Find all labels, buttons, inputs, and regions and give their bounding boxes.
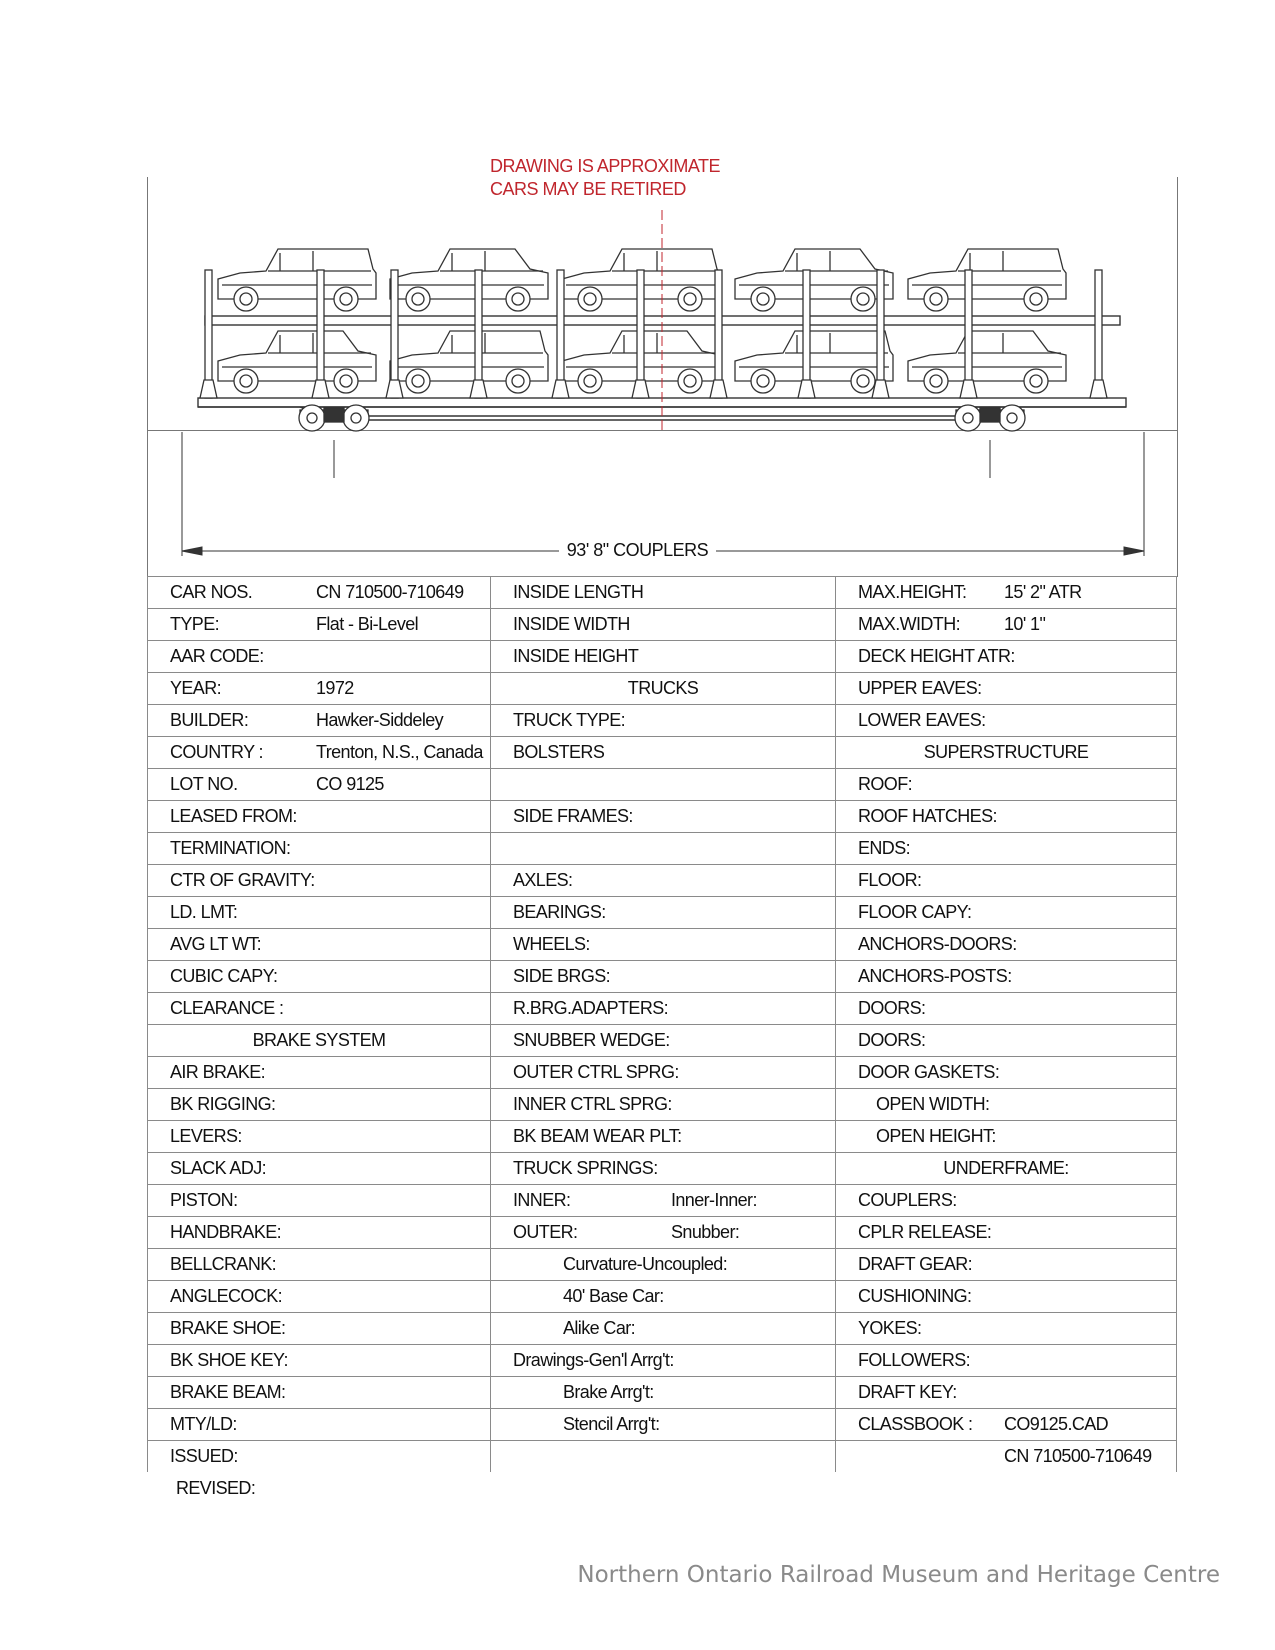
spec-label: TYPE: <box>170 614 220 634</box>
spec-label: ROOF: <box>858 774 912 794</box>
spec-cell <box>491 1057 836 1089</box>
spec-cell <box>148 1281 491 1313</box>
spec-row <box>148 609 1177 641</box>
spec-cell <box>836 673 1177 705</box>
spec-cell <box>836 961 1177 993</box>
spec-cell <box>836 1377 1177 1409</box>
spec-label: BRAKE BEAM: <box>170 1382 286 1402</box>
spec-label: TRUCK SPRINGS: <box>513 1158 658 1178</box>
spec-label: CAR NOS. <box>170 582 253 602</box>
spec-row <box>148 705 1177 737</box>
spec-label: Stencil Arrg't: <box>563 1414 660 1434</box>
spec-label: TRUCKS <box>627 678 699 698</box>
spec-cell <box>148 897 491 929</box>
spec-sublabel: Snubber: <box>671 1222 740 1242</box>
spec-value: 1972 <box>316 678 354 698</box>
spec-row <box>148 929 1177 961</box>
spec-cell <box>836 1409 1177 1441</box>
spec-value: 15' 2" ATR <box>1004 582 1082 602</box>
dimension-lines <box>182 432 1144 556</box>
spec-cell <box>491 1185 836 1217</box>
spec-cell <box>491 1249 836 1281</box>
spec-cell <box>148 1089 491 1121</box>
spec-row <box>148 1249 1177 1281</box>
spec-cell <box>148 1441 491 1473</box>
spec-label: LOWER EAVES: <box>858 710 986 730</box>
bi-level-railcar-drawing <box>0 0 1275 560</box>
spec-label: SIDE BRGS: <box>513 966 611 986</box>
spec-cell <box>836 1249 1177 1281</box>
spec-cell <box>836 897 1177 929</box>
spec-label: OPEN HEIGHT: <box>876 1126 996 1146</box>
spec-cell <box>491 1025 836 1057</box>
spec-cell <box>148 769 491 801</box>
spec-cell <box>491 929 836 961</box>
spec-label: ANGLECOCK: <box>170 1286 283 1306</box>
spec-row <box>148 1025 1177 1057</box>
spec-label: YOKES: <box>858 1318 922 1338</box>
spec-label: MTY/LD: <box>170 1414 237 1434</box>
spec-label: SLACK ADJ: <box>170 1158 267 1178</box>
spec-row <box>148 801 1177 833</box>
drawing-note-approximate: DRAWING IS APPROXIMATE <box>490 156 721 176</box>
spec-label: 40' Base Car: <box>563 1286 664 1306</box>
spec-row <box>148 673 1177 705</box>
spec-cell <box>491 961 836 993</box>
spec-label: AAR CODE: <box>170 646 264 666</box>
spec-cell <box>148 1313 491 1345</box>
spec-label: SIDE FRAMES: <box>513 806 633 826</box>
spec-cell <box>836 705 1177 737</box>
spec-label: CPLR RELEASE: <box>858 1222 992 1242</box>
spec-label: ENDS: <box>858 838 911 858</box>
spec-cell <box>836 801 1177 833</box>
spec-cell <box>836 769 1177 801</box>
spec-value: Hawker-Siddeley <box>316 710 444 730</box>
spec-label: ISSUED: <box>170 1446 238 1466</box>
spec-label: FLOOR CAPY: <box>858 902 972 922</box>
spec-label: OUTER CTRL SPRG: <box>513 1062 679 1082</box>
spec-row <box>148 1121 1177 1153</box>
automobile <box>735 331 893 393</box>
spec-cell <box>148 1057 491 1089</box>
spec-label: ROOF HATCHES: <box>858 806 997 826</box>
spec-row <box>148 1377 1177 1409</box>
spec-cell <box>148 577 491 609</box>
spec-cell <box>491 1409 836 1441</box>
spec-row <box>148 1153 1177 1185</box>
spec-cell <box>491 801 836 833</box>
spec-cell <box>148 1153 491 1185</box>
spec-cell <box>148 1409 491 1441</box>
spec-cell <box>491 1441 836 1473</box>
spec-label: Brake Arrg't: <box>563 1382 654 1402</box>
spec-cell <box>836 1281 1177 1313</box>
spec-label: COUPLERS: <box>858 1190 957 1210</box>
spec-label: LEASED FROM: <box>170 806 297 826</box>
spec-label: LD. LMT: <box>170 902 238 922</box>
spec-label: INSIDE WIDTH <box>513 614 630 634</box>
spec-label: R.BRG.ADAPTERS: <box>513 998 669 1018</box>
rack-post <box>632 270 649 398</box>
spec-label: UNDERFRAME: <box>943 1158 1069 1178</box>
spec-label: DRAFT GEAR: <box>858 1254 973 1274</box>
spec-label: BELLCRANK: <box>170 1254 277 1274</box>
spec-row <box>148 1089 1177 1121</box>
spec-label: BRAKE SYSTEM <box>252 1030 386 1050</box>
spec-row <box>148 1057 1177 1089</box>
spec-cell <box>491 641 836 673</box>
spec-cell <box>491 705 836 737</box>
spec-cell <box>836 1345 1177 1377</box>
spec-cell <box>491 1377 836 1409</box>
spec-cell <box>148 1345 491 1377</box>
spec-label: DOORS: <box>858 1030 926 1050</box>
specification-table <box>147 576 1177 1472</box>
spec-cell <box>491 993 836 1025</box>
spec-cell <box>148 641 491 673</box>
spec-row <box>148 769 1177 801</box>
spec-cell <box>836 865 1177 897</box>
spec-cell <box>836 1313 1177 1345</box>
spec-label: DOOR GASKETS: <box>858 1062 1000 1082</box>
spec-cell <box>491 1313 836 1345</box>
spec-cell <box>836 1057 1177 1089</box>
spec-cell <box>491 897 836 929</box>
spec-cell <box>491 1281 836 1313</box>
spec-label: SUPERSTRUCTURE <box>923 742 1089 762</box>
spec-label: ANCHORS-POSTS: <box>858 966 1012 986</box>
spec-label: INNER: <box>513 1190 571 1210</box>
spec-cell <box>148 865 491 897</box>
coupler-length-dimension: 93' 8" COUPLERS <box>0 540 1275 561</box>
spec-label: Drawings-Gen'l Arrg't: <box>513 1350 674 1370</box>
spec-row <box>148 897 1177 929</box>
spec-cell <box>836 1121 1177 1153</box>
drawing-note-retired: CARS MAY BE RETIRED <box>490 179 686 199</box>
truck-a <box>299 405 369 431</box>
spec-row <box>148 1281 1177 1313</box>
automobile <box>218 331 376 393</box>
spec-label: ANCHORS-DOORS: <box>858 934 1017 954</box>
spec-label: FLOOR: <box>858 870 922 890</box>
spec-label: Curvature-Uncoupled: <box>563 1254 728 1274</box>
spec-label: OUTER: <box>513 1222 578 1242</box>
spec-value: CO9125.CAD <box>1004 1414 1109 1434</box>
spec-cell <box>836 833 1177 865</box>
spec-cell <box>836 993 1177 1025</box>
spec-label: CLEARANCE : <box>170 998 284 1018</box>
spec-label: CLASSBOOK : <box>858 1414 973 1434</box>
rack-post <box>552 270 569 398</box>
spec-cell <box>491 609 836 641</box>
spec-cell <box>836 641 1177 673</box>
spec-label: OPEN WIDTH: <box>876 1094 990 1114</box>
spec-label: DRAFT KEY: <box>858 1382 957 1402</box>
spec-label: COUNTRY : <box>170 742 263 762</box>
spec-cell <box>148 1377 491 1409</box>
spec-label: CUSHIONING: <box>858 1286 972 1306</box>
spec-row <box>148 1217 1177 1249</box>
spec-value: CN 710500-710649 <box>316 582 464 602</box>
spec-cell <box>148 1217 491 1249</box>
spec-cell <box>491 1089 836 1121</box>
spec-cell <box>491 833 836 865</box>
museum-footer: Northern Ontario Railroad Museum and Heritage Centre <box>577 1562 1220 1588</box>
spec-cell <box>491 1217 836 1249</box>
spec-row <box>148 961 1177 993</box>
spec-row <box>148 1441 1177 1473</box>
spec-label: BEARINGS: <box>513 902 606 922</box>
spec-label: FOLLOWERS: <box>858 1350 971 1370</box>
spec-label: SNUBBER WEDGE: <box>513 1030 670 1050</box>
spec-cell <box>148 1121 491 1153</box>
spec-cell <box>148 609 491 641</box>
spec-label: BK RIGGING: <box>170 1094 276 1114</box>
automobile <box>908 249 1066 311</box>
spec-row <box>148 1345 1177 1377</box>
spec-label: Alike Car: <box>563 1318 636 1338</box>
automobile <box>908 331 1066 393</box>
spec-label: INNER CTRL SPRG: <box>513 1094 672 1114</box>
spec-label: MAX.HEIGHT: <box>858 582 967 602</box>
spec-label: PISTON: <box>170 1190 238 1210</box>
spec-cell <box>836 737 1177 769</box>
spec-cell <box>836 1153 1177 1185</box>
spec-row <box>148 737 1177 769</box>
spec-cell <box>148 1025 491 1057</box>
spec-label: HANDBRAKE: <box>170 1222 282 1242</box>
spec-label: LOT NO. <box>170 774 238 794</box>
rack-post <box>200 270 217 398</box>
automobile <box>735 249 893 311</box>
spec-row <box>148 865 1177 897</box>
spec-cell <box>836 577 1177 609</box>
spec-cell <box>148 1249 491 1281</box>
spec-cell <box>491 1345 836 1377</box>
automobile <box>218 249 376 311</box>
spec-cell <box>148 833 491 865</box>
spec-label: UPPER EAVES: <box>858 678 982 698</box>
spec-label: BOLSTERS <box>513 742 605 762</box>
rack-post <box>798 270 815 398</box>
spec-cell <box>148 1185 491 1217</box>
spec-label: DOORS: <box>858 998 926 1018</box>
spec-cell <box>491 769 836 801</box>
spec-cell <box>491 1121 836 1153</box>
spec-cell <box>491 673 836 705</box>
spec-cell <box>148 737 491 769</box>
spec-label: WHEELS: <box>513 934 590 954</box>
spec-cell <box>148 961 491 993</box>
spec-value: Trenton, N.S., Canada <box>316 742 483 762</box>
automobile <box>390 249 548 311</box>
spec-cell <box>836 1025 1177 1057</box>
spec-cell <box>836 609 1177 641</box>
spec-value: 10' 1" <box>1004 614 1046 634</box>
spec-row <box>148 833 1177 865</box>
drawing-number: CN 710500-710649 <box>1004 1446 1152 1466</box>
spec-label: INSIDE LENGTH <box>513 582 644 602</box>
spec-sublabel: Inner-Inner: <box>671 1190 757 1210</box>
spec-cell <box>491 737 836 769</box>
spec-row <box>148 641 1177 673</box>
revised-label: REVISED: <box>176 1478 256 1498</box>
spec-label: DECK HEIGHT ATR: <box>858 646 1015 666</box>
spec-cell <box>491 577 836 609</box>
spec-label: BK SHOE KEY: <box>170 1350 288 1370</box>
spec-label: LEVERS: <box>170 1126 242 1146</box>
rack-post <box>1090 270 1107 398</box>
spec-cell <box>836 1217 1177 1249</box>
spec-label: BRAKE SHOE: <box>170 1318 286 1338</box>
automobile <box>390 331 548 393</box>
spec-cell <box>836 929 1177 961</box>
rack-post <box>386 270 403 398</box>
spec-cell <box>491 865 836 897</box>
rack-post <box>960 270 977 398</box>
spec-row <box>148 1313 1177 1345</box>
spec-row <box>148 1409 1177 1441</box>
spec-label: CTR OF GRAVITY: <box>170 870 315 890</box>
spec-cell <box>491 1153 836 1185</box>
spec-cell <box>836 1185 1177 1217</box>
spec-cell <box>148 801 491 833</box>
spec-cell <box>148 993 491 1025</box>
spec-row <box>148 1185 1177 1217</box>
rack-post <box>710 270 727 398</box>
spec-cell <box>836 1441 1177 1473</box>
spec-row <box>148 577 1177 609</box>
spec-label: CUBIC CAPY: <box>170 966 278 986</box>
spec-label: TRUCK TYPE: <box>513 710 626 730</box>
spec-label: AIR BRAKE: <box>170 1062 266 1082</box>
spec-value: Flat - Bi-Level <box>316 614 419 634</box>
spec-cell <box>148 673 491 705</box>
spec-cell <box>836 1089 1177 1121</box>
spec-label: TERMINATION: <box>170 838 291 858</box>
rack-post <box>312 270 329 398</box>
spec-label: AVG LT WT: <box>170 934 262 954</box>
truck-b <box>955 405 1025 431</box>
spec-label: MAX.WIDTH: <box>858 614 960 634</box>
spec-cell <box>148 705 491 737</box>
spec-value: CO 9125 <box>316 774 384 794</box>
spec-label: AXLES: <box>513 870 573 890</box>
spec-label: BUILDER: <box>170 710 249 730</box>
spec-label: INSIDE HEIGHT <box>513 646 639 666</box>
spec-row <box>148 993 1177 1025</box>
spec-label: YEAR: <box>170 678 222 698</box>
spec-cell <box>148 929 491 961</box>
spec-label: BK BEAM WEAR PLT: <box>513 1126 682 1146</box>
